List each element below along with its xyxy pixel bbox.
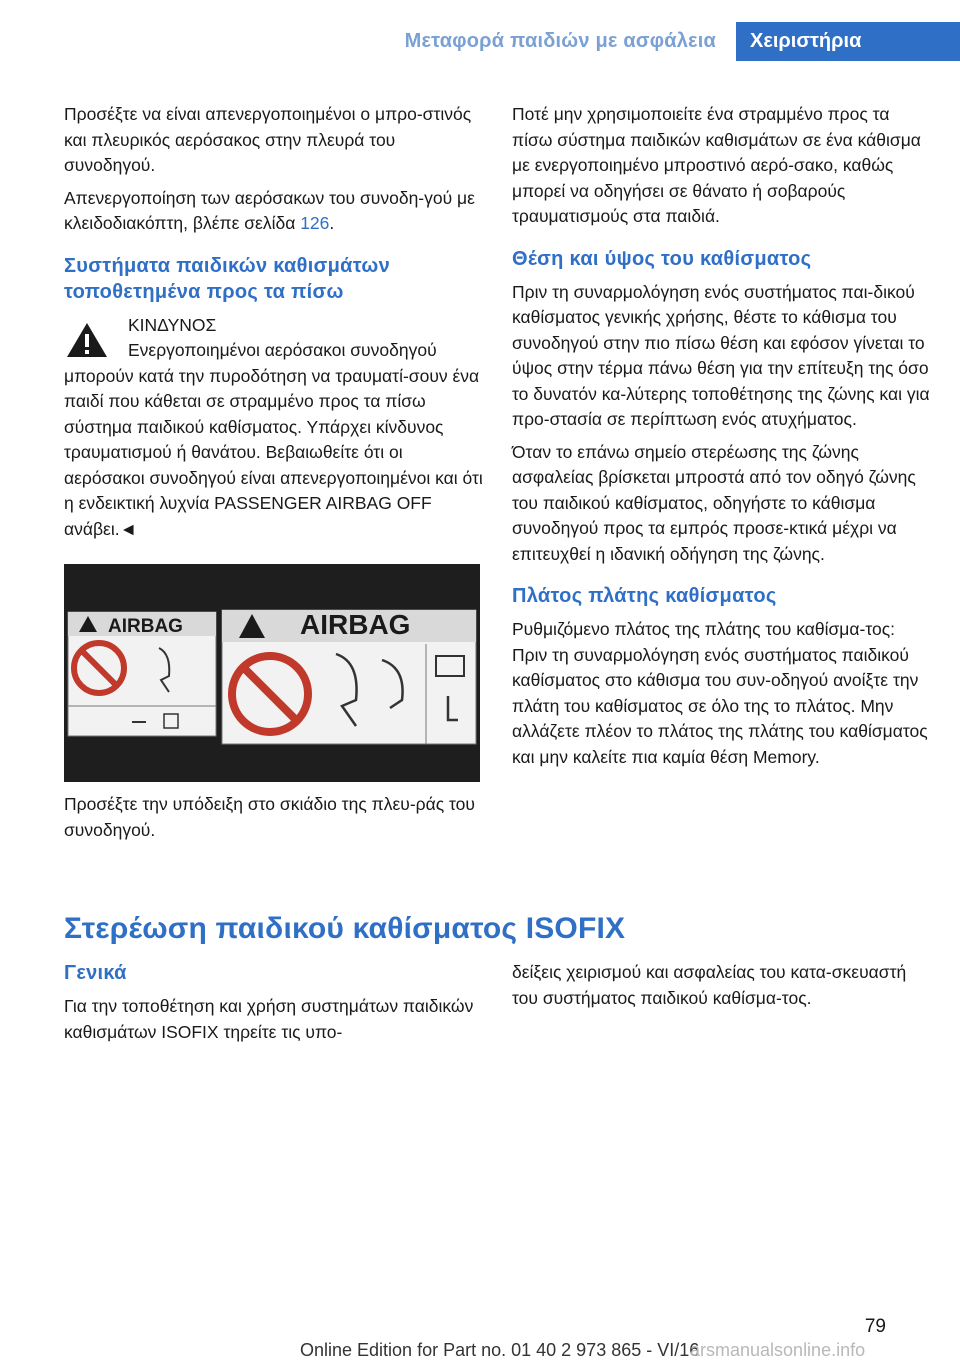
danger-warning — [64, 313, 484, 543]
paragraph-never-use: Ποτέ μην χρησιμοποιείτε ένα στραμμένο προς τα πίσω σύστημα παιδικών καθισμάτων σε ένα κάθισμα με ενεργοποιημένο μπροστινό αερό-σακο, καθώς μπορεί να οδηγήσει σε θάνατο ή σοβαρούς τραυματισμούς στα παιδιά. — [512, 104, 921, 226]
left-column — [64, 102, 484, 850]
page-link-126[interactable]: 126 — [300, 213, 330, 233]
warning-title: ΚΙΝΔΥΝΟΣ — [128, 314, 217, 335]
heading-general: Γενικά — [64, 962, 127, 984]
airbag-label-small-text: AIRBAG — [108, 616, 183, 637]
airbag-label-large-text: AIRBAG — [300, 609, 411, 640]
chapter-tab — [736, 22, 960, 61]
right-column — [512, 102, 932, 777]
heading-isofix: Στερέωση παιδικού καθίσματος ISOFIX — [64, 912, 626, 945]
warning-text — [64, 338, 484, 542]
paragraph-airbag-check: Προσέξτε να είναι απενεργοποιημένοι ο μπρο-στινός και πλευρικός αερόσακος στην πλευρά του συνοδηγού. — [64, 104, 472, 175]
paragraph-seat-position: Πριν τη συναρμολόγηση ενός συστήματος παι-δικού καθίσματος γενικής χρήσης, θέστε το κάθισμα του συνοδηγού στην πιο πίσω θέση και εφόσον γίνεται το ύψος στην τέρμα πάνω θέση για την επίτευξη της όσο το δυνατόν κα-λύτερης τοποθέτησης της ζώνης και για προ-στασία σε περίπτωση ενός ατυχήματος. — [512, 281, 930, 429]
edition-info: Online Edition for Part no. 01 40 2 973 865 - VI/16 — [300, 1340, 700, 1360]
paragraph-airbag-switch-text: Απενεργοποίηση των αερόσακων του συνοδη-γού με κλειδοδιακόπτη, βλέπε σελίδα — [64, 187, 475, 233]
isofix-right-column — [512, 960, 932, 1018]
page-number: 79 — [864, 1316, 886, 1337]
paragraph-isofix-right: δείξεις χειρισμού και ασφαλείας του κατα-σκευαστή του συστήματος παιδικού καθίσμα-τος. — [512, 962, 907, 1008]
paragraph-belt-anchor: Όταν το επάνω σημείο στερέωσης της ζώνης ασφαλείας βρίσκεται μπροστά από τον οδηγό ζώνης του παιδικού καθίσματος, οδηγήστε το κάθισμα συνοδηγού προς τα εμπρός προσε-κτικά μέχρι να επιτευχθεί η ιδανική οδήγηση της ζώνης. — [512, 441, 916, 564]
warning-body: Ενεργοποιημένοι αερόσακοι συνοδηγού μπορούν κατά την πυροδότηση να τραυματί-σουν ένα παιδί που κάθεται σε στραμμένο προς τα πίσω σύστημα παιδικού καθίσματος. Υπάρχει κίνδυνος τραυματισμού ή θανάτου. Βεβαιωθείτε ότι οι αερόσακοι συνοδηγού είναι απενεργοποιημένοι και ότι η ενδεικτική λυχνία PASSENGER AIRBAG OFF ανάβει.◄ — [64, 340, 483, 539]
section-title: Μεταφορά παιδιών με ασφάλεια — [404, 30, 716, 52]
airbag-label-illustration — [64, 564, 480, 782]
paragraph-backrest-width: Ρυθμιζόμενο πλάτος της πλάτης του καθίσμα-τος: Πριν τη συναρμολόγηση ενός συστήματος παιδικού καθίσματος στο κάθισμα του συν-οδηγού ανοίξτε την πλάτη του καθίσματος σε όλο της το πλάτος. Μην αλλάζετε πλέον το πλάτος της πλάτης του καθίσματος και μην καλείτε πια καμία θέση Memory. — [512, 619, 928, 767]
page-footer — [0, 1312, 960, 1362]
heading-backrest-width: Πλάτος πλάτης καθίσματος — [512, 585, 777, 607]
heading-seat-position: Θέση και ύψος του καθίσματος — [512, 247, 812, 270]
paragraph-airbag-switch — [64, 186, 484, 237]
isofix-left-column — [64, 960, 484, 1052]
watermark: arsmanualsonline.info — [690, 1340, 866, 1360]
warning-triangle-icon — [64, 319, 110, 361]
heading-rear-facing-seats: Συστήματα παιδικών καθισμάτων τοποθετημένα προς τα πίσω — [64, 254, 391, 303]
chapter-title: Χειριστήρια — [750, 30, 862, 52]
page-header — [0, 0, 960, 61]
paragraph-airbag-switch-end: . — [329, 213, 335, 233]
paragraph-isofix-left: Για την τοποθέτηση και χρήση συστημάτων παιδικών καθισμάτων ISOFIX τηρείτε τις υπο- — [64, 996, 474, 1042]
airbag-label-figure — [64, 564, 480, 782]
section-title-bar — [0, 22, 736, 61]
figure-caption: Προσέξτε την υπόδειξη στο σκιάδιο της πλευ-ράς του συνοδηγού. — [64, 794, 475, 840]
